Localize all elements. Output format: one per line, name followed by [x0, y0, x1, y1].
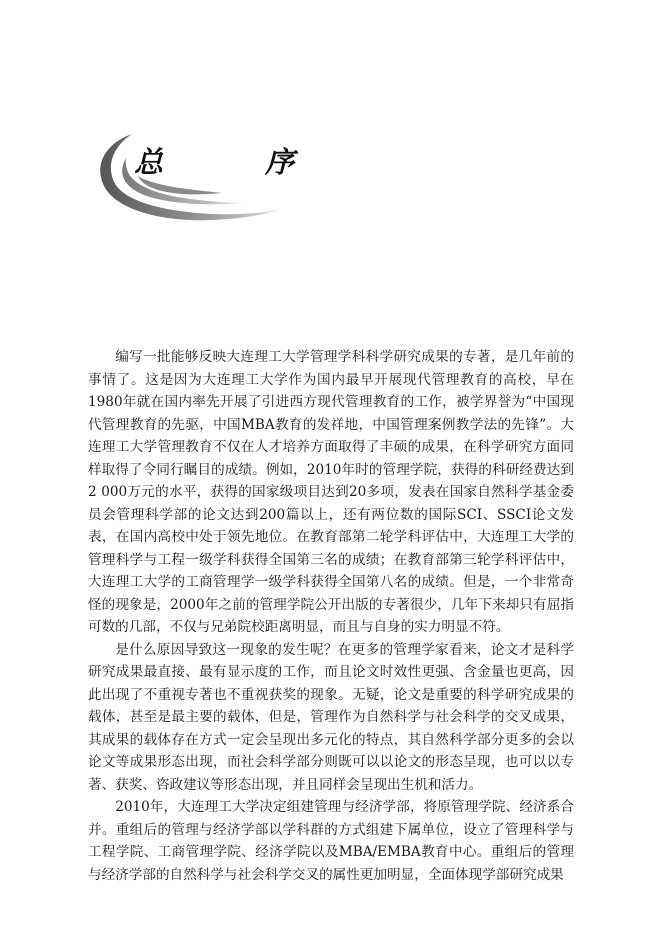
preface-body: [88, 346, 574, 886]
paragraph: 2010年，大连理工大学决定组建管理与经济学部，将原管理学院、经济系合并。重组后的管理与经济学部以学科群的方式组建下属单位，设立了管理科学与工程学院、工商管理学院、经济学院以及MBA/EMBA教育中心。重组后的管理与经济学部的自然科学与社会科学交叉的属性更加明显，全面体现学部研究成果: [88, 799, 574, 883]
page-title: 总 序: [134, 145, 341, 179]
paragraph: 编写一批能够反映大连理工大学管理学科科学研究成果的专著，是几年前的事情了。这是因为大连理工大学作为国内最早开展现代管理教育的高校，早在1980年就在国内率先开展了引进西方现代管理教育的工作，被学界誉为“中国现代管理教育的先驱，中国MBA教育的发祥地，中国管理案例教学法的先锋”。大连理工大学管理教育不仅在人才培养方面取得了丰硕的成果，在科学研究方面同样取得了令同行瞩目的成绩。例如，2010年时的管理学院，获得的科研经费达到2 000万元的水平，获得的国家级项目达到20多项，发表在国家自然科学基金委员会管理科学部的论文达到200篇以上，还有两位数的国际SCI、SSCI论文发表，在国内高校中处于领先地位。在教育部第二轮学科评估中，大连理工大学的管理科学与工程一级学科获得全国第三名的成绩；在教育部第三轮学科评估中，大连理工大学的工商管理学一级学科获得全国第八名的成绩。但是，一个非常奇怪的现象是，2000年之前的管理学院公开出版的专著很少，几年下来却只有屈指可数的几部，不仅与兄弟院校距离明显，而且与自身的实力明显不符。: [88, 349, 574, 635]
paragraph: 是什么原因导致这一现象的发生呢？在更多的管理学家看来，论文才是科学研究成果最直接、最有显示度的工作，而且论文时效性更强、含金量也更高，因此出现了不重视专著也不重视获奖的现象。无疑，论文是重要的科学研究成果的载体，甚至是最主要的载体，但是，管理作为自然科学与社会科学的交叉成果，其成果的载体存在方式一定会呈现出多元化的特点，其自然科学部分更多的会以论文等成果形态出现，而社会科学部分则既可以以论文的形态呈现，也可以以专著、获奖、咨政建议等形态出现，并且同样会呈现出生机和活力。: [88, 641, 574, 793]
